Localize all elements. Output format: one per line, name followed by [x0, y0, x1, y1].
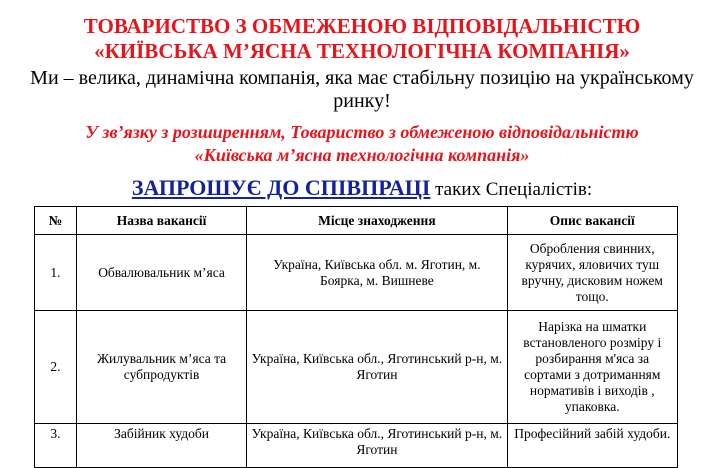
vacancies-table: [34, 206, 678, 468]
row-vacancy-name: Забійник худоби: [76, 424, 246, 468]
row-location: Україна, Київська обл. м. Яготин, м. Боярка, м. Вишневе: [247, 235, 507, 311]
invitation-main-text: ЗАПРОШУЄ ДО СПІВПРАЦІ: [131, 175, 431, 200]
header-number: №: [35, 207, 77, 235]
row-vacancy-name: Жилувальник м’яса та субпродуктів: [76, 311, 246, 424]
table-row: [35, 311, 678, 424]
row-location: Україна, Київська обл., Яготинський р-н, м. Яготин: [247, 424, 507, 468]
header-vacancy-name: Назва вакансії: [76, 207, 246, 235]
table-header-row: [35, 207, 678, 235]
invitation-rest-text: таких Спеціалістів:: [430, 179, 593, 200]
expansion-text-line1: У зв’язку з розширенням, Товариство з обмеженою відповідальністю: [85, 122, 639, 142]
company-title-line2: «КИЇВСЬКА М’ЯСНА ТЕХНОЛОГІЧНА КОМПАНІЯ»: [94, 39, 630, 63]
row-number: 3.: [35, 424, 77, 468]
row-number: 1.: [35, 235, 77, 311]
row-location: Україна, Київська обл., Яготинський р-н, м. Яготин: [247, 311, 507, 424]
header-description: Опис вакансії: [507, 207, 677, 235]
intro-text-line2: ринку!: [333, 90, 391, 112]
expansion-text-line2: «Київська м’ясна технологічна компанія»: [194, 145, 530, 165]
row-vacancy-name: Обвалювальник м’яса: [76, 235, 246, 311]
row-description: Обробления свинних, курячих, яловичих туш вручну, дисковим ножем тощо.: [507, 235, 677, 311]
row-description: Нарізка на шматки встановленого розміру і розбирання м'яса за сортами з дотриманням нормативів і виходів , упаковка.: [507, 311, 677, 424]
row-number: 2.: [35, 311, 77, 424]
intro-text-line1: Ми – велика, динамічна компанія, яка має стабільну позицію на українському: [30, 67, 694, 89]
table-row: [35, 424, 678, 468]
row-description: Професійний забій худоби.: [507, 424, 677, 468]
header-location: Місце знаходження: [247, 207, 507, 235]
company-title-line1: ТОВАРИСТВО З ОБМЕЖЕНОЮ ВІДПОВІДАЛЬНІСТЮ: [83, 14, 641, 38]
invitation-heading: [0, 175, 724, 204]
table-row: [35, 235, 678, 311]
